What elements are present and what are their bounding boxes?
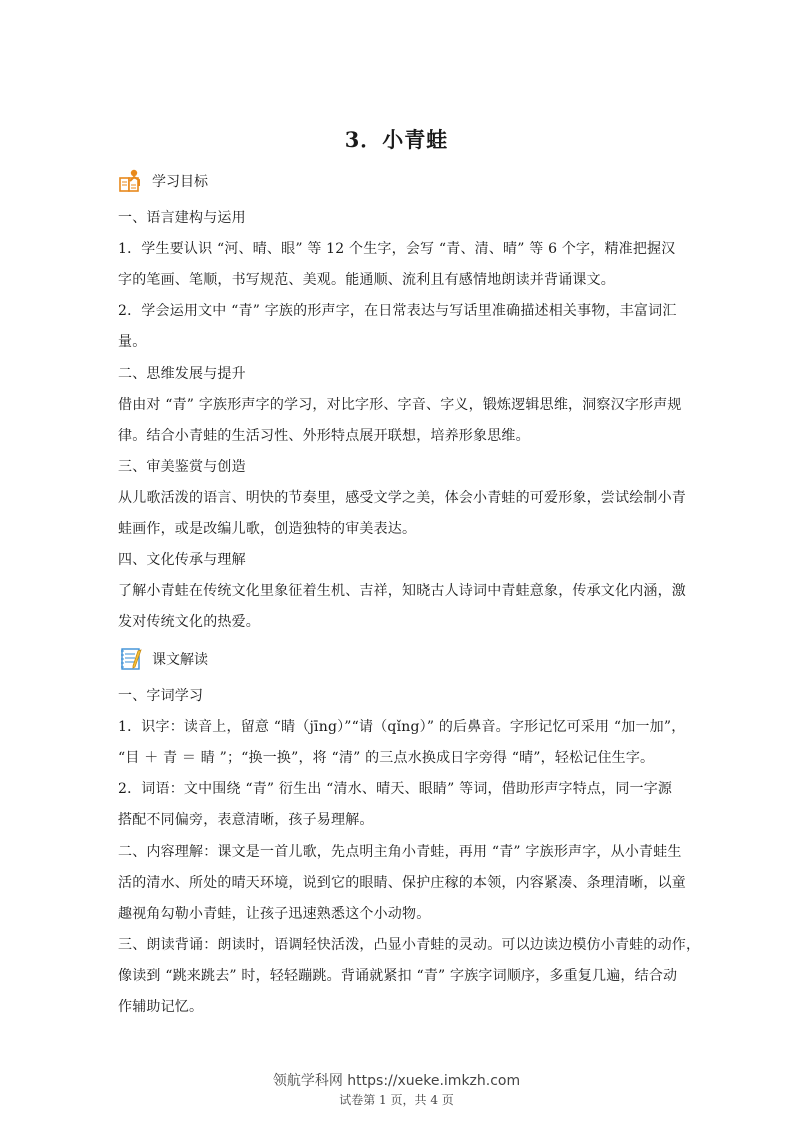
text-line: 四、文化传承与理解 (118, 552, 246, 568)
text-line: 趣视角勾勒小青蛙，让孩子迅速熟悉这个小动物。 (118, 906, 431, 922)
text-line: 字的笔画、笔顺，书写规范、美观。能通顺、流利且有感情地朗读并背诵课文。 (118, 272, 615, 288)
section-heading-reading (118, 646, 208, 672)
text-line: 像读到 “跳来跳去” 时，轻轻蹦跳。背诵就紧扣 “青” 字族字词顺序，多重复几遍，结合动 (118, 968, 678, 984)
text-line: 作辅助记忆。 (118, 999, 204, 1015)
text-line: 一、字词学习 (118, 688, 204, 704)
text-line: 一、语言建构与运用 (118, 210, 246, 226)
text-line: 1．识字：读音上，留意 “睛（jīng）”“请（qǐng）” 的后鼻音。字形记忆可采用 “加一加”， (118, 719, 686, 735)
text-line: 发对传统文化的热爱。 (118, 614, 260, 630)
section-heading-text: 课文解读 (152, 652, 208, 668)
text-line: 三、审美鉴赏与创造 (118, 459, 246, 475)
notebook-pencil-icon (118, 646, 144, 672)
section-heading-goals (118, 168, 208, 194)
text-line: 借由对 “青” 字族形声字的学习，对比字形、字音、字义，锻炼逻辑思维，洞察汉字形声规 (118, 397, 682, 413)
lesson-title: 3．小青蛙 (344, 127, 449, 152)
text-line: 活的清水、所处的晴天环境，说到它的眼睛、保护庄稼的本领，内容紧凑、条理清晰，以童 (118, 875, 686, 891)
section-heading-text: 学习目标 (152, 174, 208, 190)
text-line: 二、思维发展与提升 (118, 366, 246, 382)
page-number: 试卷第 1 页，共 4 页 (339, 1093, 454, 1107)
text-line: “目 ＋ 青 ＝ 睛 ”；“换一换”，将 “清” 的三点水换成日字旁得 “晴”，轻松记住生字。 (118, 750, 655, 766)
text-line: 三、朗读背诵：朗读时，语调轻快活泼，凸显小青蛙的灵动。可以边读边模仿小青蛙的动作， (118, 937, 701, 953)
text-line: 1．学生要认识 “河、晴、眼” 等 12 个生字，会写 “青、清、晴” 等 6 个字，精准把握汉 (118, 241, 676, 257)
text-line: 了解小青蛙在传统文化里象征着生机、吉祥，知晓古人诗词中青蛙意象，传承文化内涵，激 (118, 583, 686, 599)
reading-person-icon (118, 168, 144, 194)
text-line: 蛙画作，或是改编儿歌，创造独特的审美表达。 (118, 521, 417, 537)
text-line: 二、内容理解：课文是一首儿歌，先点明主角小青蛙，再用 “青” 字族形声字，从小青蛙生 (118, 844, 682, 860)
text-line: 2．词语：文中围绕 “青” 衍生出 “清水、晴天、眼睛” 等词，借助形声字特点，同一字源 (118, 781, 673, 797)
text-line: 量。 (118, 334, 147, 350)
text-line: 2．学会运用文中 “青” 字族的形声字，在日常表达与写话里准确描述相关事物，丰富词汇 (118, 303, 677, 319)
text-line: 律。结合小青蛙的生活习性、外形特点展开联想，培养形象思维。 (118, 428, 530, 444)
footer-watermark-link[interactable]: 领航学科网 https://xueke.imkzh.com (272, 1073, 521, 1089)
text-line: 从儿歌活泼的语言、明快的节奏里，感受文学之美，体会小青蛙的可爱形象，尝试绘制小青 (118, 490, 686, 506)
text-line: 搭配不同偏旁，表意清晰，孩子易理解。 (118, 812, 374, 828)
